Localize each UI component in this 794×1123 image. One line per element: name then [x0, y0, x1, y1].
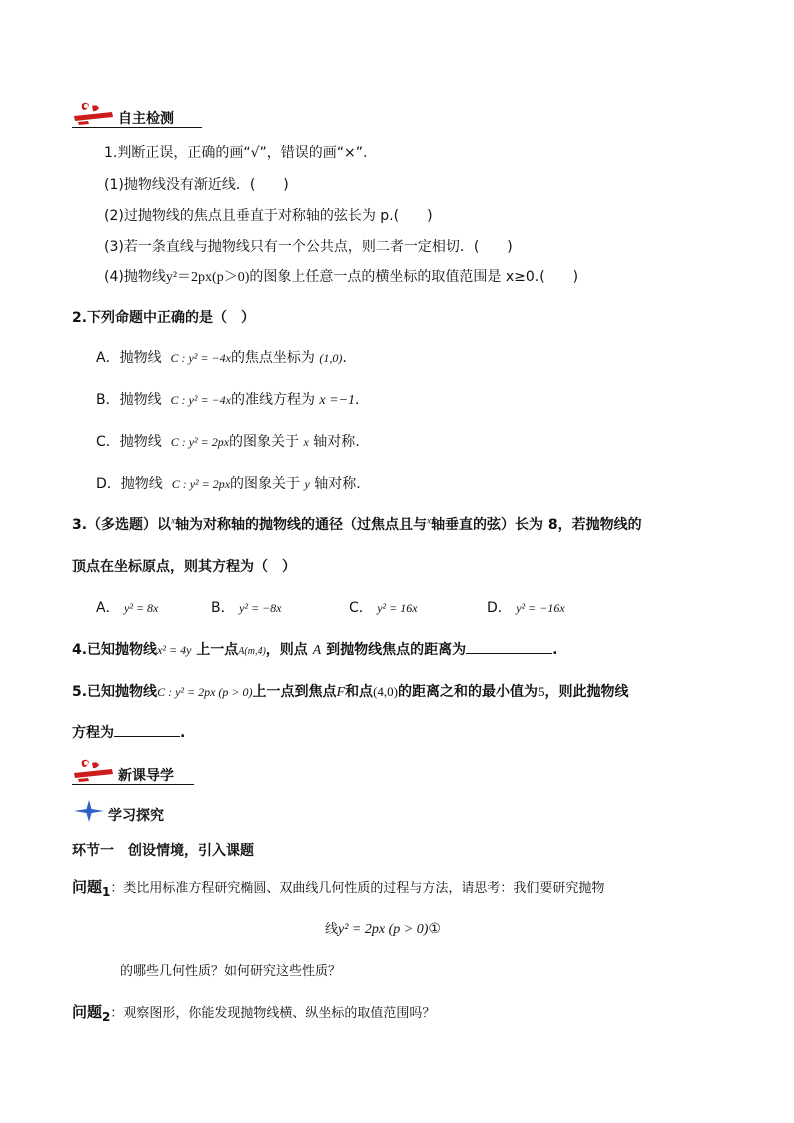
- option-math: x: [303, 435, 309, 449]
- q5-text-d: 的距离之和的最小值为: [397, 684, 538, 700]
- q3-option-d: [487, 597, 565, 617]
- q1-item-4: [104, 266, 578, 286]
- q3-x-1: x: [171, 515, 176, 526]
- q4-eq-1: x² = 4y: [157, 643, 192, 657]
- section-title: 自主检测: [118, 111, 174, 127]
- option-text: 的图象关于: [230, 476, 301, 492]
- q4-eq-3: A: [312, 643, 322, 658]
- option-end: 轴对称.: [314, 476, 361, 492]
- option-end: .: [355, 392, 360, 408]
- option-math: y: [304, 477, 310, 491]
- section-header-new-lesson: [72, 757, 194, 785]
- q5-eq-2: F: [336, 685, 346, 700]
- q1-item4-equation: y²＝2px(p＞0): [165, 270, 250, 285]
- option-math: x =−1: [319, 393, 356, 408]
- problem-1-equation-line: [325, 918, 441, 938]
- q2-option-c: [96, 431, 360, 451]
- q5-eq-1: C : y² = 2px (p > 0): [157, 685, 253, 699]
- option-equation: y² = 8x: [124, 601, 159, 615]
- answer-blank[interactable]: [114, 722, 180, 737]
- q1-item4-prefix: (4)抛物线: [104, 269, 166, 285]
- option-end: .: [342, 350, 347, 366]
- equation-prefix: 线: [325, 922, 339, 937]
- q2-option-b: [96, 389, 359, 409]
- q3-x-2: x: [427, 515, 432, 526]
- option-equation: y² = 16x: [377, 601, 418, 615]
- q3-line-1: [72, 514, 642, 534]
- section-logo-icon: [72, 100, 116, 126]
- option-equation: C : y² = −4x: [170, 393, 231, 407]
- problem-2-line: [72, 1001, 435, 1022]
- problem-text: ：类比用标准方程研究椭圆、双曲线几何性质的过程与方法，请思考：我们要研究抛物: [110, 881, 605, 896]
- problem-label: 问题: [72, 1003, 103, 1021]
- q5-eq-4: 5: [537, 684, 545, 699]
- problem-number: 1: [102, 885, 111, 899]
- q3-line-2: 顶点在坐标原点，则其方程为（ ）: [72, 559, 296, 575]
- section-underline: [72, 784, 194, 785]
- q4-text-a: 4.已知抛物线: [72, 642, 158, 658]
- problem-1-line: [72, 876, 604, 897]
- q3-option-a: [96, 597, 158, 617]
- q2-option-a: [96, 347, 347, 367]
- q5-line-2: [72, 722, 185, 742]
- q1-item-1: (1)抛物线没有渐近线．( ): [104, 177, 289, 193]
- q3-option-c: [349, 597, 418, 617]
- option-equation: C : y² = 2px: [170, 435, 230, 449]
- option-label: D．抛物线: [96, 476, 163, 492]
- option-equation: y² = −8x: [239, 601, 282, 615]
- sub-title: 学习探究: [108, 808, 164, 824]
- option-label: C．: [349, 600, 373, 616]
- q5-text-c: 和点: [345, 684, 374, 700]
- q5-text-b: 上一点到焦点: [252, 684, 337, 700]
- section-underline: [72, 127, 202, 128]
- q2-stem: 2.下列命题中正确的是（ ）: [72, 310, 256, 326]
- problem-number: 2: [102, 1010, 111, 1024]
- option-text: 的图象关于: [229, 434, 300, 450]
- option-label: D．: [487, 600, 512, 616]
- q3-text-b: 轴为对称轴的抛物线的通径（过焦点且与: [175, 517, 428, 533]
- q4-line: [72, 639, 557, 659]
- q1-item4-suffix: 的图象上任意一点的横坐标的取值范围是 x≥0.( ): [249, 269, 579, 285]
- q4-text-b: 上一点: [196, 642, 239, 658]
- q1-item-3: (3)若一条直线与抛物线只有一个公共点，则二者一定相切．( ): [104, 239, 513, 255]
- option-label: B．抛物线: [96, 392, 162, 408]
- option-label: A．: [96, 600, 120, 616]
- section-title: 新课导学: [118, 768, 174, 784]
- star-icon: [74, 800, 104, 822]
- option-end: 轴对称.: [313, 434, 360, 450]
- q4-text-c: ，则点: [265, 642, 308, 658]
- q3-text-a: 3.（多选题）以: [72, 517, 172, 533]
- option-text: 的焦点坐标为: [230, 350, 315, 366]
- problem-1-line-3: 的哪些几何性质？如何研究这些性质？: [120, 964, 342, 979]
- q5-eq-3: (4,0): [373, 684, 398, 699]
- q4-eq-2: A(m,4): [238, 646, 266, 657]
- q3-option-b: [211, 597, 282, 617]
- q5-end: .: [180, 725, 186, 741]
- q5-text-e: ，则此抛物线: [544, 684, 629, 700]
- option-label: B．: [211, 600, 235, 616]
- section-header-self-test: [72, 100, 202, 128]
- q4-end: .: [552, 642, 558, 658]
- answer-blank[interactable]: [466, 639, 552, 654]
- problem-text: ：观察图形，你能发现抛物线横、纵坐标的取值范围吗？: [110, 1006, 436, 1021]
- q5-text-line2: 方程为: [72, 725, 114, 741]
- problem-label: 问题: [72, 878, 103, 896]
- option-equation: C : y² = −4x: [170, 351, 231, 365]
- option-label: C．抛物线: [96, 434, 162, 450]
- q5-line-1: [72, 681, 628, 701]
- q3-text-c: 轴垂直的弦）长为 8，若抛物线的: [431, 517, 642, 533]
- q2-option-d: [96, 473, 361, 493]
- equation-mark: ①: [428, 922, 441, 937]
- q1-stem: 1.判断正误，正确的画“√”，错误的画“×”.: [104, 145, 368, 161]
- option-math: (1,0): [319, 351, 343, 365]
- equation: y² = 2px (p > 0): [338, 922, 429, 937]
- option-text: 的准线方程为: [230, 392, 315, 408]
- option-equation: y² = −16x: [516, 601, 565, 615]
- q5-text-a: 5.已知抛物线: [72, 684, 158, 700]
- q1-item-2: (2)过抛物线的焦点且垂直于对称轴的弦长为 p.( ): [104, 208, 433, 224]
- q4-text-d: 到抛物线焦点的距离为: [326, 642, 467, 658]
- section-logo-icon: [72, 757, 116, 783]
- option-equation: C : y² = 2px: [171, 477, 231, 491]
- segment-title: 环节一 创设情境，引入课题: [72, 843, 254, 859]
- option-label: A．抛物线: [96, 350, 162, 366]
